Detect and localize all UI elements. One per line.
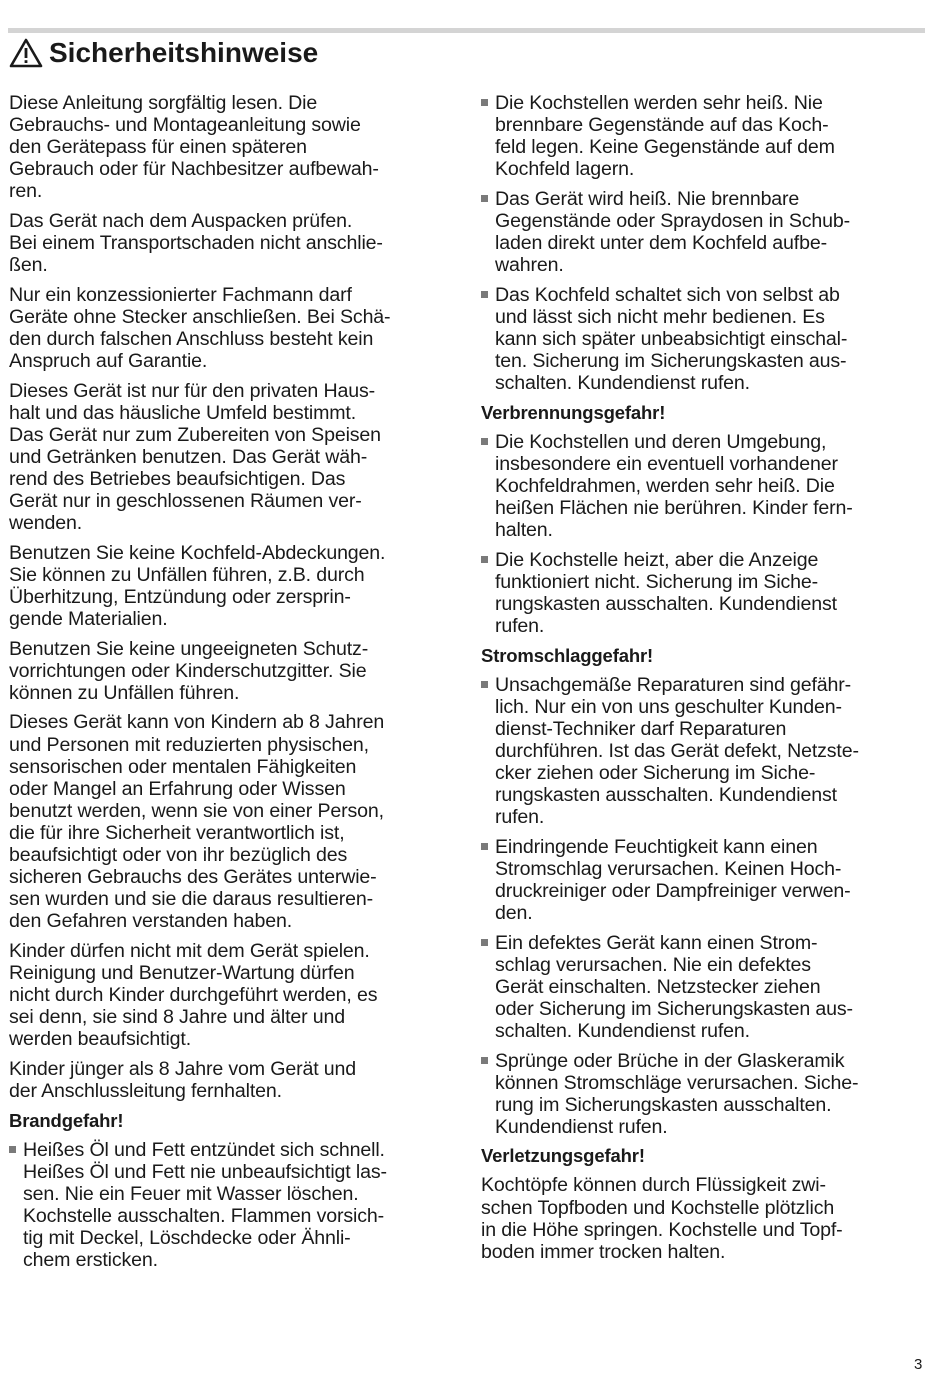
bullet-item — [481, 674, 921, 829]
text-line: oder Mangel an Erfahrung oder Wissen — [9, 777, 346, 800]
bullet-square-icon — [481, 1057, 488, 1064]
text-line: Reinigung und Benutzer-Wartung dürfen — [9, 961, 355, 984]
text-line: Benutzen Sie keine ungeeigneten Schutz- — [9, 637, 369, 660]
text-line: Die Kochstellen und deren Umgebung, — [495, 430, 827, 453]
text-line: nicht durch Kinder durchgeführt werden, es — [9, 984, 378, 1007]
text-line: Heißes Öl und Fett entzündet sich schnell. — [23, 1138, 385, 1161]
text-line: Sprünge oder Brüche in der Glaskeramik — [495, 1049, 845, 1072]
text-line: rungskasten ausschalten. Kundendienst — [495, 784, 837, 807]
text-line: den Gerätepass für einen späteren — [9, 136, 307, 159]
text-line: durchführen. Ist das Gerät defekt, Netzste- — [495, 739, 859, 762]
bullet-square-icon — [481, 438, 488, 445]
intro-bullet-list — [481, 92, 921, 394]
text-line: Gebrauchs- und Montageanleitung sowie — [9, 114, 361, 137]
text-line: Sie können zu Unfällen führen, z.B. durch — [9, 563, 365, 586]
text-line: Das Gerät nach dem Auspacken prüfen. — [9, 209, 353, 232]
text-line: Kinder jünger als 8 Jahre vom Gerät und — [9, 1057, 357, 1080]
bullet-square-icon — [481, 291, 488, 298]
text-line: sen. Nie ein Feuer mit Wasser löschen. — [23, 1182, 359, 1205]
text-line: rufen. — [495, 614, 545, 637]
bullet-square-icon — [481, 681, 488, 688]
text-line: tig mit Deckel, Löschdecke oder Ähnli- — [23, 1226, 351, 1249]
paragraph — [9, 1058, 464, 1102]
text-line: Geräte ohne Stecker anschließen. Bei Schä- — [9, 305, 391, 328]
paragraph — [9, 542, 464, 630]
text-line: heißen Flächen nie berühren. Kinder fern- — [495, 497, 853, 519]
text-line: können zu Unfällen führen. — [9, 681, 240, 704]
text-line: können Stromschläge verursachen. Siche- — [495, 1071, 859, 1094]
text-line: gende Materialien. — [9, 608, 168, 631]
bullet-square-icon — [481, 99, 488, 106]
left-paragraphs — [9, 92, 464, 1102]
bullet-square-icon — [481, 556, 488, 563]
shock-bullet-list — [481, 674, 921, 1138]
text-line: sei denn, sie sind 8 Jahre und älter und — [9, 1006, 346, 1029]
text-line: Dieses Gerät ist nur für den privaten Haus- — [9, 379, 375, 402]
paragraph — [481, 1174, 921, 1262]
text-line: cker ziehen oder Sicherung im Siche- — [495, 761, 816, 784]
text-line: boden immer trocken halten. — [481, 1240, 726, 1263]
bullet-square-icon — [481, 843, 488, 850]
text-line: Kundendienst rufen. — [495, 1115, 668, 1138]
text-line: Gegenstände oder Spraydosen in Schub- — [495, 209, 851, 232]
text-line: kann sich später unbeabsichtigt einschal- — [495, 327, 848, 350]
right-column — [481, 92, 921, 1270]
text-line: Kochfeld lagern. — [495, 158, 635, 181]
text-line: sen wurden und sie die daraus resultieren- — [9, 888, 374, 911]
warning-triangle-icon — [9, 38, 43, 68]
text-line: rufen. — [495, 806, 545, 829]
text-line: ten. Sicherung im Sicherungskasten aus- — [495, 350, 847, 373]
text-line: schalten. Kundendienst rufen. — [495, 1019, 750, 1042]
paragraph — [9, 210, 464, 276]
text-line: lich. Nur ein von uns geschulter Kunden- — [495, 695, 842, 718]
text-line: werden beaufsichtigt. — [9, 1028, 192, 1051]
bullet-item — [481, 1050, 921, 1138]
text-line: Ein defektes Gerät kann einen Strom- — [495, 931, 818, 954]
burn-bullet-list — [481, 431, 921, 637]
page-heading — [9, 35, 318, 71]
text-line: in die Höhe springen. Kochstelle und Topf- — [481, 1218, 843, 1241]
bullet-square-icon — [9, 1146, 16, 1153]
section-title-burn: Verbrennungsgefahr! — [481, 401, 666, 423]
text-line: schalten. Kundendienst rufen. — [495, 372, 750, 395]
text-line: Das Gerät wird heiß. Nie brennbare — [495, 187, 800, 210]
section-title-injury: Verletzungsgefahr! — [481, 1145, 645, 1167]
text-line: der Anschlussleitung fernhalten. — [9, 1079, 282, 1102]
top-rule — [8, 28, 925, 33]
text-line: rungskasten ausschalten. Kundendienst — [495, 592, 837, 615]
bullet-item — [9, 1139, 464, 1272]
text-line: dienst-Techniker darf Reparaturen — [495, 717, 787, 740]
text-line: und Getränken benutzen. Das Gerät wäh- — [9, 445, 368, 468]
paragraph — [9, 638, 464, 704]
text-line: sicheren Gebrauchs des Gerätes unterwie- — [9, 866, 377, 889]
text-line: halten. — [495, 519, 553, 542]
text-line: Kochtöpfe können durch Flüssigkeit zwi- — [481, 1174, 826, 1197]
bullet-item — [481, 284, 921, 394]
paragraph — [9, 940, 464, 1050]
text-line: Dieses Gerät kann von Kindern ab 8 Jahren — [9, 711, 385, 734]
text-line: Gerät einschalten. Netzstecker ziehen — [495, 975, 821, 998]
paragraph — [9, 380, 464, 535]
text-line: oder Sicherung im Sicherungskasten aus- — [495, 997, 853, 1020]
text-line: Benutzen Sie keine Kochfeld-Abdeckungen. — [9, 541, 386, 564]
text-line: die für ihre Sicherheit verantwortlich ist, — [9, 821, 345, 844]
text-line: rung im Sicherungskasten ausschalten. — [495, 1093, 832, 1116]
text-line: und Personen mit reduzierten physischen, — [9, 733, 369, 756]
text-line: Das Kochfeld schaltet sich von selbst ab — [495, 283, 840, 306]
text-line: funktioniert nicht. Sicherung im Siche- — [495, 570, 819, 593]
text-line: beaufsichtigt oder von ihr bezüglich des — [9, 844, 348, 866]
bullet-square-icon — [481, 939, 488, 946]
text-line: Kochstelle ausschalten. Flammen vorsich- — [23, 1204, 384, 1227]
paragraph — [9, 284, 464, 372]
page-title: Sicherheitshinweise — [49, 37, 319, 68]
page-number: 3 — [914, 1356, 923, 1373]
text-line: schen Topfboden und Kochstelle plötzlich — [481, 1196, 835, 1219]
bullet-item — [481, 549, 921, 637]
text-line: und lässt sich nicht mehr bedienen. Es — [495, 305, 825, 328]
paragraph — [9, 92, 464, 202]
text-line: Eindringende Feuchtigkeit kann einen — [495, 835, 818, 858]
text-line: Stromschlag verursachen. Keinen Hoch- — [495, 857, 842, 880]
text-line: Unsachgemäße Reparaturen sind gefähr- — [495, 673, 852, 696]
text-line: Anspruch auf Garantie. — [9, 350, 208, 373]
text-line: Kochfeldrahmen, werden sehr heiß. Die — [495, 474, 835, 497]
paragraph — [9, 711, 464, 932]
injury-paragraphs — [481, 1174, 921, 1262]
text-line: schlag verursachen. Nie ein defektes — [495, 953, 811, 976]
text-line: den. — [495, 902, 533, 924]
section-title-fire: Brandgefahr! — [9, 1109, 124, 1131]
text-line: Gebrauch oder für Nachbesitzer aufbewah- — [9, 158, 379, 181]
text-line: Die Kochstellen werden sehr heiß. Nie — [495, 92, 823, 114]
section-title-shock: Stromschlaggefahr! — [481, 644, 654, 666]
text-line: Das Gerät nur zum Zubereiten von Speisen — [9, 423, 381, 446]
text-line: Die Kochstelle heizt, aber die Anzeige — [495, 548, 819, 571]
text-line: den durch falschen Anschluss besteht kein — [9, 327, 374, 350]
text-line: Heißes Öl und Fett nie unbeaufsichtigt las- — [23, 1160, 387, 1183]
bullet-item — [481, 932, 921, 1042]
text-line: laden direkt unter dem Kochfeld aufbe- — [495, 232, 827, 255]
text-line: insbesondere ein eventuell vorhandener — [495, 452, 838, 475]
text-line: ßen. — [9, 254, 48, 277]
text-line: brennbare Gegenstände auf das Koch- — [495, 114, 829, 137]
text-line: halt und das häusliche Umfeld bestimmt. — [9, 401, 357, 424]
text-line: wahren. — [495, 254, 564, 277]
text-line: benutzt werden, wenn sie von einer Person, — [9, 799, 384, 822]
text-line: ren. — [9, 180, 43, 203]
text-line: feld legen. Keine Gegenstände auf dem — [495, 136, 835, 159]
bullet-item — [481, 836, 921, 924]
bullet-item — [481, 188, 921, 276]
text-line: Gerät nur in geschlossenen Räumen ver- — [9, 490, 362, 513]
text-line: rend des Betriebes beaufsichtigen. Das — [9, 468, 346, 490]
fire-bullet-list — [9, 1139, 464, 1272]
text-line: wenden. — [9, 512, 83, 535]
text-line: Nur ein konzessionierter Fachmann darf — [9, 283, 352, 306]
text-line: Kinder dürfen nicht mit dem Gerät spielen. — [9, 939, 370, 962]
text-line: sensorischen oder mentalen Fähigkeiten — [9, 755, 357, 778]
text-line: den Gefahren verstanden haben. — [9, 910, 293, 933]
text-line: druckreiniger oder Dampfreiniger verwen- — [495, 879, 851, 902]
text-line: Diese Anleitung sorgfältig lesen. Die — [9, 92, 318, 114]
text-line: Bei einem Transportschaden nicht anschlie- — [9, 232, 383, 255]
bullet-item — [481, 92, 921, 180]
bullet-item — [481, 431, 921, 541]
bullet-square-icon — [481, 195, 488, 202]
text-line: chem ersticken. — [23, 1249, 158, 1271]
text-line: Überhitzung, Entzündung oder zersprin- — [9, 585, 351, 608]
text-line: vorrichtungen oder Kinderschutzgitter. Sie — [9, 659, 367, 682]
left-column — [9, 92, 464, 1279]
